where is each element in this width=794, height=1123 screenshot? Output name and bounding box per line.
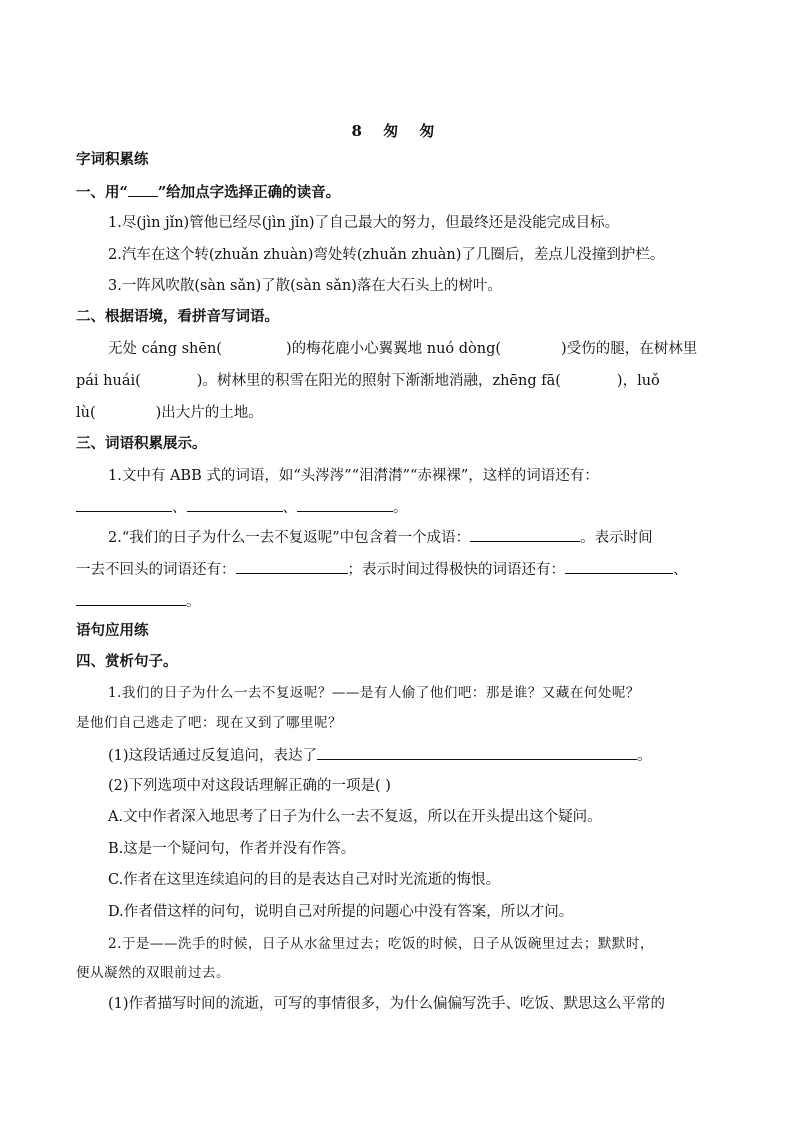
q3-text: 2.“我们的日子为什么一去不复返呢”中包含着一个成语：	[108, 530, 471, 546]
q3-line-5	[76, 591, 718, 612]
answer-blank[interactable]	[317, 745, 637, 760]
q2-line-1	[76, 339, 718, 359]
q2-text: )。树林里的积雪在阳光的照射下渐渐地消融，zhēng fā(	[196, 373, 561, 389]
q2-text: lù(	[76, 405, 96, 421]
q4-part-3: (1)作者描写时间的流逝，可写的事情很多，为什么偏偏写洗手、吃饭、默思这么平常的	[108, 996, 666, 1012]
blank-line	[128, 182, 158, 197]
answer-blank[interactable]	[76, 497, 172, 512]
q4-part-2: (2)下列选项中对这段话理解正确的一项是( )	[108, 778, 391, 794]
option-a: A.文中作者深入地思考了日子为什么一去不复返，所以在开头提出这个疑问。	[108, 809, 602, 825]
q2-text: 无处 cáng shēn(	[108, 341, 222, 357]
q4-quote-2a: 2.于是——洗手的时候，日子从水盆里过去；吃饭的时候，日子从饭碗里过去；默默时，	[108, 936, 654, 952]
option-b: B.这是一个疑问句，作者并没有作答。	[108, 841, 356, 857]
answer-blank[interactable]	[236, 559, 348, 574]
option-c: C.作者在这里连续追问的目的是表达自己对时光流逝的悔恨。	[108, 872, 501, 888]
separator: 。	[393, 500, 408, 516]
separator: 。	[637, 748, 652, 764]
section-heading-vocab: 字词积累练	[76, 151, 149, 168]
q2-line-3	[76, 403, 718, 423]
q3-text: 。表示时间	[580, 530, 653, 546]
q4-quote-1b: 是他们自己逃走了吧：现在又到了哪里呢？	[76, 715, 342, 731]
question-4-heading: 四、赏析句子。	[76, 653, 178, 670]
q3-line-1: 1.文中有 ABB 式的词语，如“头涔涔”“泪潸潸”“赤裸裸”，这样的词语还有：	[108, 468, 599, 484]
q1-heading-part-a: 一、用“	[76, 184, 128, 201]
question-1-heading	[76, 182, 718, 203]
q2-text: pái huái(	[76, 373, 141, 389]
q1-item-3: 3.一阵风吹散(sàn sǎn)了散(sàn sǎn)落在大石头上的树叶。	[108, 278, 502, 294]
q4-part-1	[76, 745, 718, 766]
q2-text: )，luǒ	[616, 373, 660, 389]
question-2-heading: 二、根据语境，看拼音写词语。	[76, 308, 279, 325]
q2-text: )受伤的腿，在树林里	[561, 341, 698, 357]
separator: 、	[673, 562, 688, 578]
q3-line-4	[76, 559, 718, 580]
answer-blank[interactable]	[297, 497, 393, 512]
q2-line-2	[76, 371, 718, 391]
q1-heading-part-b: ”给加点字选择正确的读音。	[157, 184, 341, 201]
answer-blank[interactable]	[187, 497, 283, 512]
question-3-heading: 三、词语积累展示。	[76, 435, 207, 452]
option-d: D.作者借这样的问句，说明自己对所提的问题心中没有答案，所以才问。	[108, 904, 574, 920]
q2-text: )出大片的土地。	[155, 405, 263, 421]
separator: 。	[186, 594, 201, 610]
answer-blank[interactable]	[565, 559, 673, 574]
q1-item-1: 1.尽(jìn jǐn)管他已经尽(jìn jǐn)了自己最大的努力，但最终还是没能完成目标。	[108, 215, 620, 231]
section-heading-sentences: 语句应用练	[76, 622, 149, 639]
page-title: 8 匆 匆	[351, 122, 443, 140]
answer-blank[interactable]	[76, 591, 186, 606]
q1-item-2: 2.汽车在这个转(zhuǎn zhuàn)弯处转(zhuǎn zhuàn)了几圈后，差点儿没撞到护栏。	[108, 247, 665, 263]
separator: 、	[172, 500, 187, 516]
separator: 、	[282, 500, 297, 516]
q2-text: )的梅花鹿小心翼翼地 nuó dòng(	[285, 341, 502, 357]
answer-blank[interactable]	[470, 527, 580, 542]
q4-quote-1a: 1.我们的日子为什么一去不复返呢？——是有人偷了他们吧：那是谁？又藏在何处呢？	[108, 685, 640, 701]
q4-quote-2b: 便从凝然的双眼前过去。	[76, 965, 230, 981]
q3-line-3	[76, 527, 718, 548]
q3-text: ；表示时间过得极快的词语还有：	[347, 562, 565, 578]
q4-text: (1)这段话通过反复追问，表达了	[108, 748, 318, 764]
q3-line-2	[76, 497, 718, 518]
q3-text: 一去不回头的词语还有：	[76, 562, 236, 578]
